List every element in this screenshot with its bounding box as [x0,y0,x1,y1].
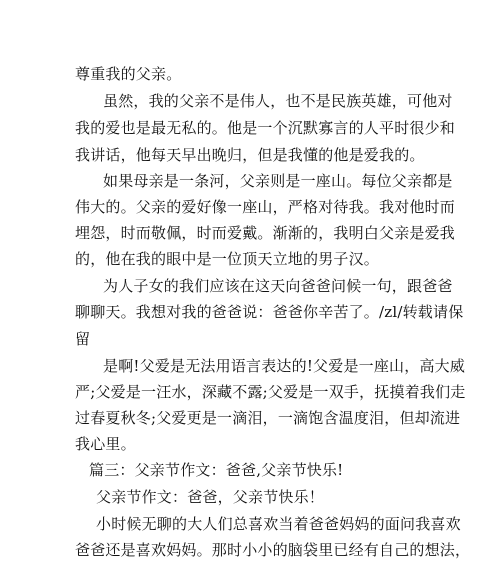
text-line: 的，他在我的眼中是一位顶天立地的男子汉。 [75,250,380,268]
text-line: 如果母亲是一条河，父亲则是一座山。每位父亲都是 [103,172,453,190]
section-heading: 篇三：父亲节作文：爸爸,父亲节快乐! [89,461,344,479]
text-line: 埋怨，时而敬佩，时而爱戴。渐渐的，我明白父亲是爱我 [75,224,456,242]
article-title: 父亲节作文：爸爸，父亲节快乐！ [96,488,325,506]
text-line: 小时候无聊的大人们总喜欢当着爸爸妈妈的面问我喜欢 [96,515,461,533]
text-line: 严;父爱是一汪水，深藏不露;父爱是一双手，抚摸着我们走 [75,383,466,401]
text-line: 我心里。 [75,435,136,453]
text-line: 聊聊天。我想对我的爸爸说：爸爸你辛苦了。/zl/转载请保 [75,303,464,321]
text-line: 是啊!父爱是无法用语言表达的!父爱是一座山，高大威 [103,357,466,375]
text-line: 我的爱也是最无私的。他是一个沉默寡言的人平时很少和 [75,119,456,137]
text-line: 虽然，我的父亲不是伟人，也不是民族英雄，可他对 [103,92,453,110]
text-line: 留 [75,330,91,348]
text-line: 尊重我的父亲。 [75,65,182,83]
text-line: 伟大的。父亲的爱好像一座山，严格对待我。我对他时而 [75,198,456,216]
text-line: 过春夏秋冬;父爱更是一滴泪，一滴饱含温度泪，但却流进 [75,409,461,427]
text-line: 爸爸还是喜欢妈妈。那时小小的脑袋里已经有自己的想法， [75,541,471,559]
text-line: 我讲话，他每天早出晚归，但是我懂的他是爱我的。 [75,146,425,164]
text-line: 为人子女的我们应该在这天向爸爸问候一句，跟爸爸 [103,277,453,295]
